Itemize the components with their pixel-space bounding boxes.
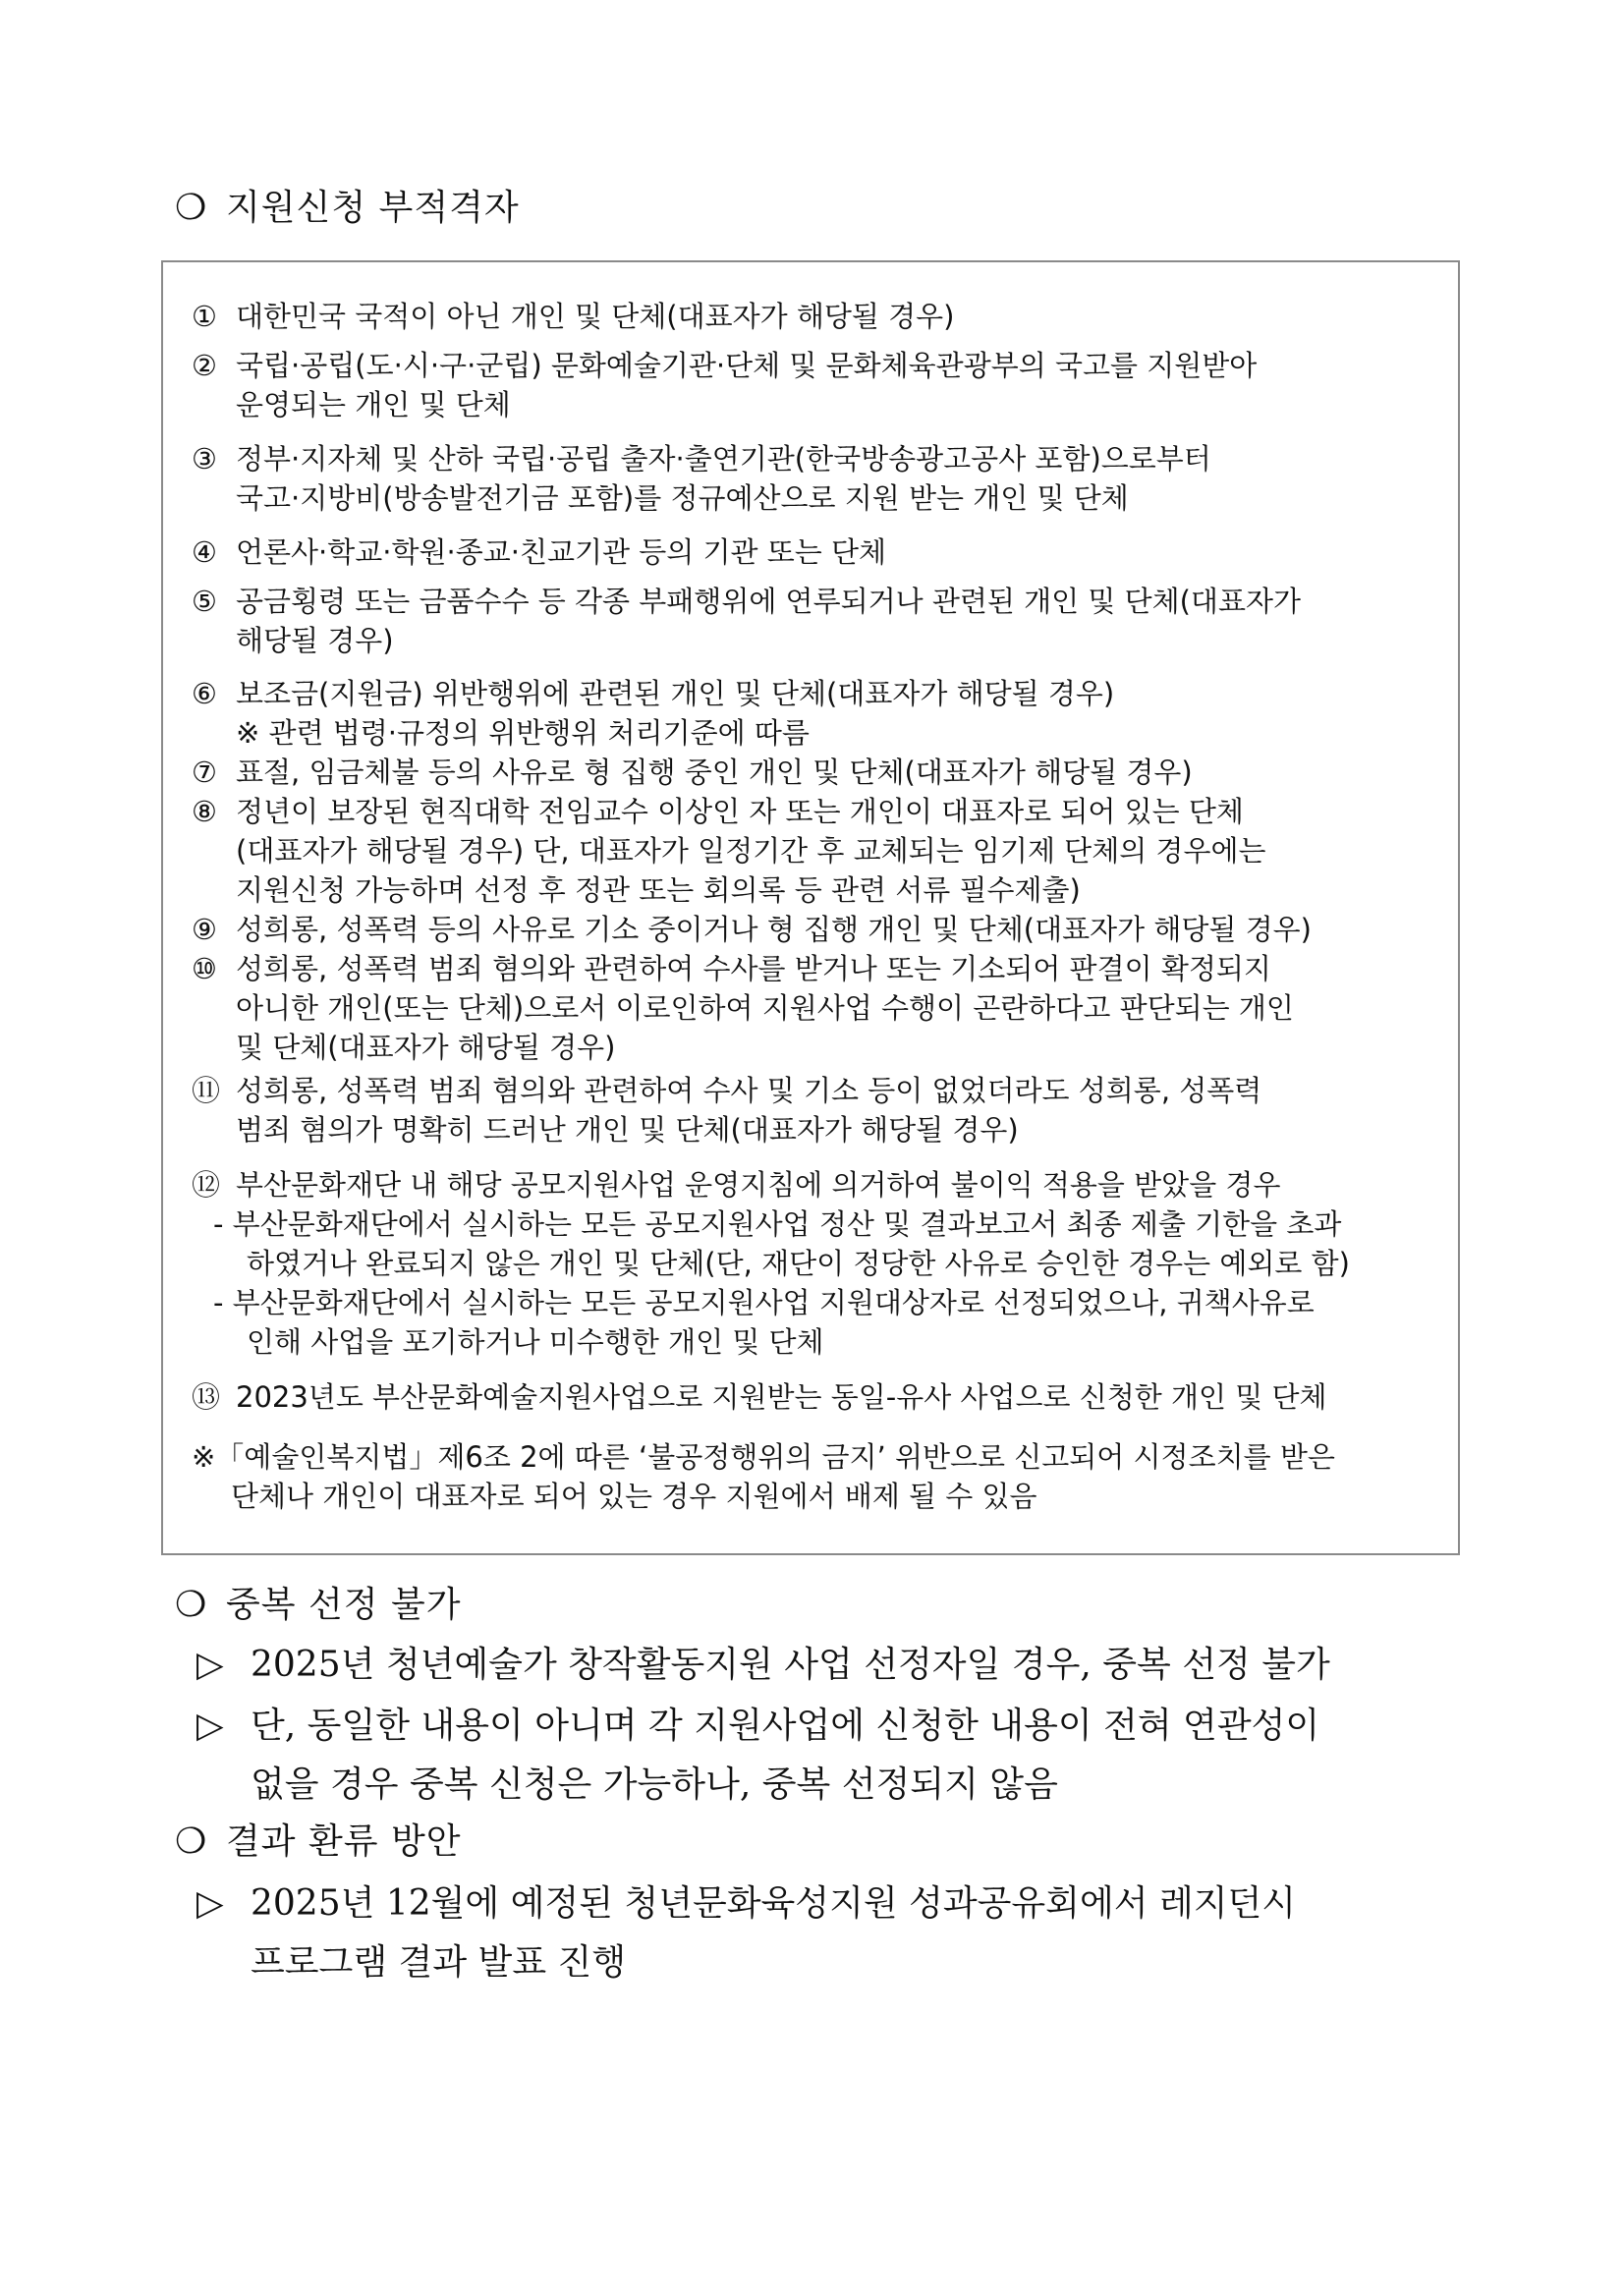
criteria-item-8 bbox=[192, 792, 1444, 910]
item-text-continued: 운영되는 개인 및 단체 bbox=[236, 388, 511, 421]
item-text: 부산문화재단 내 해당 공모지원사업 운영지침에 의거하여 불이익 적용을 받았을 경우 bbox=[236, 1168, 1281, 1202]
section-title: 지원신청 부적격자 bbox=[226, 188, 520, 228]
para-text: 2025년 청년예술가 창작활동지원 사업 선정자일 경우, 중복 선정 불가 bbox=[251, 1645, 1330, 1685]
item-number: ⑬ bbox=[192, 1380, 221, 1414]
item-number: ⑫ bbox=[192, 1168, 221, 1202]
item-number: ⑪ bbox=[192, 1074, 221, 1107]
criteria-item-3 bbox=[192, 439, 1444, 518]
duplicate-para-1 bbox=[196, 1636, 1330, 1695]
criteria-item-5 bbox=[192, 582, 1444, 660]
item-text-continued: 및 단체(대표자가 해당될 경우) bbox=[236, 1031, 616, 1064]
item-text: 표절, 임금체불 등의 사유로 형 집행 중인 개인 및 단체(대표자가 해당될 경우) bbox=[236, 756, 1193, 789]
item-text: 대한민국 국적이 아닌 개인 및 단체(대표자가 해당될 경우) bbox=[236, 300, 955, 333]
item-text: 정년이 보장된 현직대학 전임교수 이상인 자 또는 개인이 대표자로 되어 있는 단체 bbox=[236, 795, 1244, 828]
criteria-item-4 bbox=[192, 532, 1444, 572]
criteria-item-7 bbox=[192, 753, 1444, 792]
item-text-continued: 해당될 경우) bbox=[236, 624, 394, 657]
item-number: ⑧ bbox=[192, 795, 217, 828]
sub-item-text: - 부산문화재단에서 실시하는 모든 공모지원사업 정산 및 결과보고서 최종 제출 기한을 초과 bbox=[213, 1207, 1342, 1241]
item-text-continued: 국고·지방비(방송발전기금 포함)를 정규예산으로 지원 받는 개인 및 단체 bbox=[236, 481, 1129, 515]
para-text-continued: 없을 경우 중복 신청은 가능하나, 중복 선정되지 않음 bbox=[251, 1764, 1058, 1805]
section-title: 결과 환류 방안 bbox=[226, 1821, 462, 1862]
item-number: ⑦ bbox=[192, 756, 217, 789]
item-number: ① bbox=[192, 300, 217, 333]
item-text-continued: 범죄 혐의가 명확히 드러난 개인 및 단체(대표자가 해당될 경우) bbox=[236, 1113, 1019, 1147]
circle-bullet-icon: ❍ bbox=[175, 188, 208, 228]
item-text-continued: (대표자가 해당될 경우) 단, 대표자가 일정기간 후 교체되는 임기제 단체의 경우에는 bbox=[236, 834, 1266, 868]
sub-item-text-continued: 하였거나 완료되지 않은 개인 및 단체(단, 재단이 정당한 사유로 승인한 경우는 예외로 함) bbox=[247, 1247, 1350, 1280]
criteria-item-9 bbox=[192, 910, 1444, 949]
item-text-continued: 지원신청 가능하며 선정 후 정관 또는 회의록 등 관련 서류 필수제출) bbox=[236, 873, 1081, 907]
section-heading-feedback bbox=[175, 1820, 462, 1864]
criteria-item-6 bbox=[192, 674, 1444, 753]
item-number: ⑤ bbox=[192, 585, 217, 618]
criteria-item-13 bbox=[192, 1377, 1444, 1417]
para-text-continued: 프로그램 결과 발표 진행 bbox=[251, 1942, 627, 1983]
criteria-item-11 bbox=[192, 1071, 1444, 1149]
item-text: 성희롱, 성폭력 등의 사유로 기소 중이거나 형 집행 개인 및 단체(대표자가 해당될 경우) bbox=[236, 913, 1312, 946]
item-number: ⑨ bbox=[192, 913, 217, 946]
item-text: 언론사·학교·학원·종교·친교기관 등의 기관 또는 단체 bbox=[236, 535, 887, 569]
item-text: 정부·지자체 및 산하 국립·공립 출자·출연기관(한국방송광고공사 포함)으로부터 bbox=[236, 442, 1211, 476]
item-text-continued: 아니한 개인(또는 단체)으로서 이로인하여 지원사업 수행이 곤란하다고 판단되는 개인 bbox=[236, 991, 1294, 1025]
sub-item-text-continued: 인해 사업을 포기하거나 미수행한 개인 및 단체 bbox=[247, 1325, 824, 1359]
section-title: 중복 선정 불가 bbox=[226, 1585, 462, 1625]
item-text: 2023년도 부산문화예술지원사업으로 지원받는 동일-유사 사업으로 신청한 개인 및 단체 bbox=[236, 1380, 1327, 1414]
item-number: ③ bbox=[192, 442, 217, 476]
section-heading-duplicate bbox=[175, 1584, 462, 1627]
item-text: 공금횡령 또는 금품수수 등 각종 부패행위에 연루되거나 관련된 개인 및 단체(대표자가 bbox=[236, 585, 1301, 618]
criteria-item-10 bbox=[192, 949, 1444, 1067]
para-text: 단, 동일한 내용이 아니며 각 지원사업에 신청한 내용이 전혀 연관성이 bbox=[251, 1706, 1320, 1746]
para-text: 2025년 12월에 예정된 청년문화육성지원 성과공유회에서 레지던시 bbox=[251, 1883, 1297, 1924]
criteria-item-12 bbox=[192, 1165, 1444, 1362]
item-text: 성희롱, 성폭력 범죄 혐의와 관련하여 수사 및 기소 등이 없었더라도 성희롱, 성폭력 bbox=[236, 1074, 1262, 1107]
item-text: 보조금(지원금) 위반행위에 관련된 개인 및 단체(대표자가 해당될 경우) bbox=[236, 677, 1115, 710]
footnote-text-continued: 단체나 개인이 대표자로 되어 있는 경우 지원에서 배제 될 수 있음 bbox=[231, 1480, 1037, 1513]
section-heading-ineligible bbox=[175, 187, 520, 230]
item-text: 성희롱, 성폭력 범죄 혐의와 관련하여 수사를 받거나 또는 기소되어 판결이 확정되지 bbox=[236, 952, 1271, 985]
item-note: ※ 관련 법령·규정의 위반행위 처리기준에 따름 bbox=[236, 716, 810, 750]
item-number: ④ bbox=[192, 535, 217, 569]
feedback-para-1 bbox=[196, 1875, 1296, 1992]
item-number: ⑥ bbox=[192, 677, 217, 710]
triangle-marker-icon: ▷ bbox=[196, 1706, 224, 1746]
circle-bullet-icon: ❍ bbox=[175, 1585, 208, 1625]
triangle-marker-icon: ▷ bbox=[196, 1883, 224, 1924]
criteria-item-1 bbox=[192, 297, 1444, 336]
circle-bullet-icon: ❍ bbox=[175, 1821, 208, 1862]
footnote-text: ※「예술인복지법」제6조 2에 따른 ‘불공정행위의 금지’ 위반으로 신고되어 시정조치를 받은 bbox=[192, 1440, 1335, 1474]
duplicate-para-2 bbox=[196, 1697, 1319, 1815]
box-footnote bbox=[192, 1437, 1444, 1516]
item-number: ② bbox=[192, 349, 217, 382]
sub-item-text: - 부산문화재단에서 실시하는 모든 공모지원사업 지원대상자로 선정되었으나, 귀책사유로 bbox=[213, 1286, 1315, 1319]
item-number: ⑩ bbox=[192, 952, 217, 985]
item-text: 국립·공립(도·시·구·군립) 문화예술기관·단체 및 문화체육관광부의 국고를 지원받아 bbox=[236, 349, 1258, 382]
criteria-item-2 bbox=[192, 346, 1444, 424]
triangle-marker-icon: ▷ bbox=[196, 1645, 224, 1685]
